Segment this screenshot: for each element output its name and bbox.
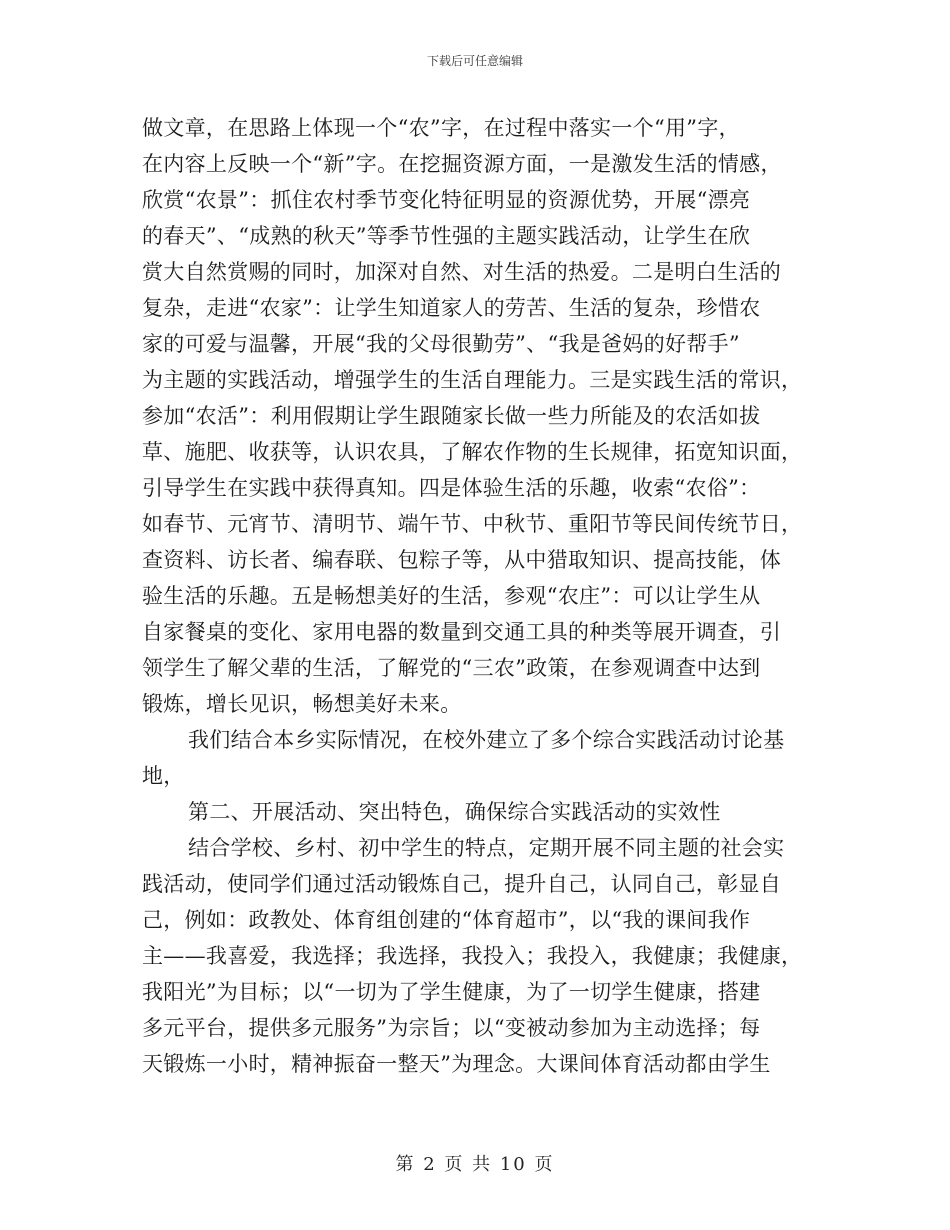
text-line: 地，: [142, 764, 185, 788]
text-line: 家的可爱与温馨，开展“我的父母很勤劳”、“我是爸妈的好帮手”: [142, 332, 740, 356]
text-line: 天锻炼一小时，精神振奋一整天”为理念。大课间体育活动都由学生: [142, 1052, 771, 1076]
section-heading: 第二、开展活动、突出特色，确保综合实践活动的实效性: [188, 800, 721, 824]
text-line: 自家餐桌的变化、家用电器的数量到交通工具的种类等展开调查，引: [142, 620, 781, 644]
text-line: 我阳光”为目标；以“一切为了学生健康，为了一切学生健康，搭建: [142, 980, 761, 1004]
text-line: 复杂，走进“农家”：让学生知道家人的劳苦、生活的复杂，珍惜农: [142, 296, 761, 320]
text-line: 如春节、元宵节、清明节、端午节、中秋节、重阳节等民间传统节日，: [142, 512, 803, 536]
page-footer: 第 2 页 共 10 页: [395, 1154, 555, 1175]
text-line: 己，例如：政教处、体育组创建的“体育超市”，以“我的课间我作: [142, 908, 751, 932]
text-line: 验生活的乐趣。五是畅想美好的生活，参观“农庄”：可以让学生从: [142, 584, 761, 608]
document-body: [142, 110, 812, 1082]
text-line: 查资料、访长者、编春联、包粽子等，从中猎取知识、提高技能，体: [142, 548, 781, 572]
text-line: 多元平台，提供多元服务”为宗旨；以“变被动参加为主动选择；每: [142, 1016, 761, 1040]
text-line: 领学生了解父辈的生活，了解党的“三农”政策，在参观调查中达到: [142, 656, 761, 680]
text-line: 我们结合本乡实际情况，在校外建立了多个综合实践活动讨论基: [188, 728, 785, 752]
text-line: 主——我喜爱，我选择；我选择，我投入；我投入，我健康；我健康，: [142, 944, 803, 968]
text-line: 践活动，使同学们通过活动锻炼自己，提升自己，认同自己，彰显自: [142, 872, 781, 896]
text-line: 做文章，在思路上体现一个“农”字，在过程中落实一个“用”字，: [142, 116, 740, 140]
text-line: 为主题的实践活动，增强学生的生活自理能力。三是实践生活的常识，: [142, 368, 803, 392]
text-line: 欣赏“农景”：抓住农村季节变化特征明显的资源优势，开展“漂亮: [142, 188, 751, 212]
text-line: 的春天”、“成熟的秋天”等季节性强的主题实践活动，让学生在欣: [142, 224, 751, 248]
text-line: 赏大自然赏赐的同时，加深对自然、对生活的热爱。二是明白生活的: [142, 260, 781, 284]
text-line: 引导学生在实践中获得真知。四是体验生活的乐趣，收索“农俗”：: [142, 476, 761, 500]
text-line: 锻炼，增长见识，畅想美好未来。: [142, 692, 462, 716]
text-line: 在内容上反映一个“新”字。在挖掘资源方面，一是激发生活的情感，: [142, 152, 782, 176]
text-line: 结合学校、乡村、初中学生的特点，定期开展不同主题的社会实: [188, 836, 785, 860]
text-line: 草、施肥、收获等，认识农具，了解农作物的生长规律，拓宽知识面，: [142, 440, 803, 464]
text-line: 参加“农活”：利用假期让学生跟随家长做一些力所能及的农活如拔: [142, 404, 761, 428]
page-header: 下载后可任意编辑: [426, 54, 523, 68]
